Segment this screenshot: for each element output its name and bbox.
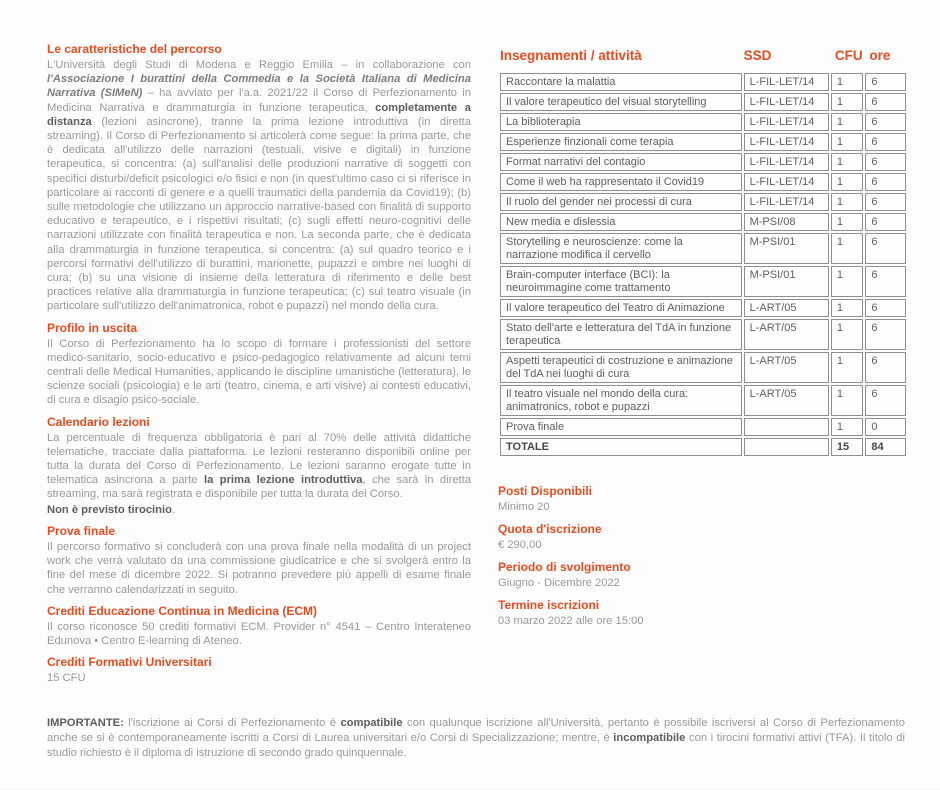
table-cell: L-ART/05 bbox=[744, 385, 829, 416]
table-cell: 6 bbox=[865, 319, 906, 350]
table-cell: TOTALE bbox=[500, 438, 742, 456]
table-row bbox=[500, 93, 906, 111]
table-cell: L-FIL-LET/14 bbox=[744, 193, 829, 211]
table-cell: Esperienze finzionali come terapia bbox=[500, 133, 742, 151]
table-cell: 6 bbox=[865, 213, 906, 231]
table-cell: Il ruolo del gender nei processi di cura bbox=[500, 193, 742, 211]
text-segment: compatibile bbox=[340, 717, 403, 730]
text-segment: Il Corso di Perfezionamento ha lo scopo di formare i professionisti del settore medico-sanitario, socio-educativo e psico-pedagogico relativamente ad alcuni temi centrali delle Medical Humanities, applicando le discipline umanistiche (letteratura), le scienze sociali (psicologia) e le arti (teatro, cinema, e arti visive) ai contesti educativi, di cura e disagio psico-sociale. bbox=[47, 337, 471, 407]
text-segment: completamente a distanza bbox=[47, 101, 471, 128]
text-segment: (lezioni asincrone), tranne la prima lezione introduttiva (in diretta streaming). Il Corso di Perfezionamento si articolerà come segue: la prima parte, che è dedicata all'utilizzo delle narrazioni (testuali, visive e digitali) in funzione terapeutica, si concentra: (a) sull'analisi delle produzioni narrative di soggetti con specifici disturbi/deficit psicologici e/o fisici e non (in quest'ultimo caso ci si riferisce in particolare ai racconti di genere e a quelli traumatici della pandemia da Covid19); (b) sulle metodologie che utilizzano un approccio narrative-based con finalità di supporto educativo e terapeutico, e i rispettivi risultati; (c) sugli effetti neuro-cognitivi delle narrazioni utilizzate con finalità terapeutica e non. La seconda parte, che è dedicata alla drammaturgia in funzione terapeutica, si concentra: (a) sul quadro teorico e i percorsi formativi dell'utilizzo di burattini, marionette, pupazzi e ombre nei luoghi di cura; (b) su una visione di insieme della letteratura di riferimento e delle best practices relative alla drammaturgia in funzione terapeutica; (c) sul teatro visuale (in particolare sull'utilizzo dell'animatronica, robot e pupazzi) nel mondo della cura. bbox=[47, 115, 471, 313]
table-row bbox=[500, 385, 906, 416]
two-column-layout bbox=[47, 42, 908, 686]
table-cell: Il teatro visuale nel mondo della cura: animatronics, robot e pupazzi bbox=[500, 385, 742, 416]
table-cell: 1 bbox=[831, 385, 863, 416]
table-row bbox=[500, 113, 906, 131]
table-cell: La biblioterapia bbox=[500, 113, 742, 131]
section-paragraph bbox=[47, 58, 471, 314]
table-row bbox=[500, 299, 906, 317]
table-cell bbox=[744, 418, 829, 436]
info-value: Giugno - Dicembre 2022 bbox=[498, 577, 620, 589]
text-segment: IMPORTANTE: bbox=[47, 717, 124, 730]
section-heading: Le caratteristiche del percorso bbox=[47, 42, 222, 56]
table-cell: 15 bbox=[831, 438, 863, 456]
table-cell: 1 bbox=[831, 266, 863, 297]
table-row bbox=[500, 133, 906, 151]
table-cell: 1 bbox=[831, 93, 863, 111]
table-row bbox=[500, 438, 906, 456]
info-label: Periodo di svolgimento bbox=[498, 560, 631, 574]
text-segment: con i tirocini formativi attivi (TFA). Il titolo di studio richiesto è il diploma di istruzione di secondo grado quinquennale. bbox=[47, 731, 905, 759]
table-cell: L-ART/05 bbox=[744, 352, 829, 383]
right-column bbox=[498, 42, 908, 628]
section-paragraph bbox=[47, 337, 471, 408]
table-cell: 1 bbox=[831, 173, 863, 191]
table-cell: 1 bbox=[831, 319, 863, 350]
column-header-cfu: CFU bbox=[834, 48, 863, 63]
column-header-insegnamenti: Insegnamenti / attività bbox=[500, 48, 642, 63]
table-row bbox=[500, 73, 906, 91]
course-table-body bbox=[500, 73, 906, 456]
text-segment: l'Associazione I burattini della Commedia e la Società Italiana di Medicina Narrativa (SIMeN) bbox=[47, 73, 471, 100]
table-cell: 6 bbox=[865, 233, 906, 264]
table-cell: 6 bbox=[865, 385, 906, 416]
table-row bbox=[500, 153, 906, 171]
table-cell: Storytelling e neuroscienze: come la narrazione modifica il cervello bbox=[500, 233, 742, 264]
table-cell: M-PSI/01 bbox=[744, 233, 829, 264]
table-row bbox=[500, 233, 906, 264]
table-cell: 1 bbox=[831, 233, 863, 264]
table-row bbox=[500, 319, 906, 350]
text-segment: Il percorso formativo si concluderà con una prova finale nella modalità di un project work che verrà valutato da una commissione giudicatrice e che si svolgerà entro la fine del mese di dicembre 2022. Si potranno prevedere più appelli di esame finale che verranno calendarizzati in seguito. bbox=[47, 540, 471, 596]
section-paragraph bbox=[47, 431, 471, 502]
text-segment: La percentuale di frequenza obbligatoria è pari al 70% delle attività didattiche telematiche, tracciate dalla piattaforma. Le lezioni resteranno disponibili online per tutta la durata del Corso di Perfezionamento. Le lezioni saranno erogate tutte in telematica asincrona a parte bbox=[47, 431, 471, 487]
section-heading: Calendario lezioni bbox=[47, 414, 150, 429]
table-cell: 6 bbox=[865, 93, 906, 111]
text-segment: L'Università degli Studi di Modena e Reggio Emilia – in collaborazione con bbox=[47, 59, 471, 71]
table-row bbox=[500, 173, 906, 191]
table-cell: 1 bbox=[831, 113, 863, 131]
table-cell: 6 bbox=[865, 352, 906, 383]
info-label: Termine iscrizioni bbox=[498, 598, 600, 612]
text-segment: con qualunque iscrizione all'Università, pertanto è possibile iscriversi al Corso di Perfezionamento anche se si è contemporaneamente iscritti a Corsi di Laurea universitari e/o Corsi di Specializzazione; mentre, è bbox=[47, 717, 905, 744]
text-segment: incompatibile bbox=[613, 731, 686, 744]
text-segment: . bbox=[171, 503, 176, 516]
table-cell: 6 bbox=[865, 113, 906, 131]
text-segment: – ha avviato per l'a.a. 2021/22 il Corso di Perfezionamento in Medicina Narrativa e drammaturgia in funzione terapeutica, bbox=[47, 87, 471, 114]
text-segment: la prima lezione introduttiva bbox=[203, 474, 363, 487]
column-header-ore: ore bbox=[869, 48, 891, 63]
table-row bbox=[500, 418, 906, 436]
table-cell bbox=[744, 438, 829, 456]
table-row bbox=[500, 213, 906, 231]
table-cell: 84 bbox=[865, 438, 906, 456]
table-cell: Il valore terapeutico del Teatro di Animazione bbox=[500, 299, 742, 317]
info-value: € 290,00 bbox=[498, 539, 542, 551]
table-cell: 1 bbox=[831, 73, 863, 91]
info-label: Quota d'iscrizione bbox=[498, 522, 602, 536]
table-cell: Format narrativi del contagio bbox=[500, 153, 742, 171]
table-cell: Come il web ha rappresentato il Covid19 bbox=[500, 173, 742, 191]
text-segment: , che sarà in diretta streaming, ma sarà registrata e disponibile per tutta la durata del Corso. bbox=[47, 474, 471, 501]
table-cell: 0 bbox=[865, 418, 906, 436]
table-row bbox=[500, 193, 906, 211]
section-heading: Profilo in uscita bbox=[47, 320, 138, 335]
text-segment: Il corso riconosce 50 crediti formativi ECM. Provider n° 4541 – Centro Interateneo Edunova • Centro E-learning di Ateneo. bbox=[47, 620, 471, 647]
section-heading: Prova finale bbox=[47, 523, 116, 538]
table-cell: 1 bbox=[831, 213, 863, 231]
course-table bbox=[498, 46, 908, 458]
table-cell: L-FIL-LET/14 bbox=[744, 173, 829, 191]
info-list bbox=[498, 484, 908, 628]
table-cell: 6 bbox=[865, 173, 906, 191]
table-cell: L-ART/05 bbox=[744, 299, 829, 317]
table-cell: 1 bbox=[831, 153, 863, 171]
section-paragraph bbox=[47, 540, 471, 597]
table-cell: 1 bbox=[831, 133, 863, 151]
table-cell: 6 bbox=[865, 266, 906, 297]
table-cell: 1 bbox=[831, 193, 863, 211]
important-note bbox=[47, 716, 905, 760]
table-cell: M-PSI/01 bbox=[744, 266, 829, 297]
table-cell: Stato dell'arte e letteratura del TdA in funzione terapeutica bbox=[500, 319, 742, 350]
section-heading: Crediti Educazione Continua in Medicina (ECM) bbox=[47, 603, 318, 618]
text-segment: l'iscrizione ai Corsi di Perfezionamento è bbox=[123, 717, 341, 730]
table-row bbox=[500, 352, 906, 383]
table-row bbox=[500, 266, 906, 297]
course-table-header bbox=[500, 48, 906, 71]
info-label: Posti Disponibili bbox=[498, 484, 593, 498]
table-cell: 1 bbox=[831, 352, 863, 383]
table-cell: Aspetti terapeutici di costruzione e animazione del TdA nei luoghi di cura bbox=[500, 352, 742, 383]
table-cell: 1 bbox=[831, 299, 863, 317]
section-paragraph bbox=[47, 620, 471, 648]
table-cell: L-FIL-LET/14 bbox=[744, 93, 829, 111]
column-header-ssd: SSD bbox=[743, 48, 772, 63]
table-cell: 6 bbox=[865, 73, 906, 91]
table-cell: Prova finale bbox=[500, 418, 742, 436]
section-heading: Crediti Formativi Universitari bbox=[47, 655, 212, 670]
table-cell: L-ART/05 bbox=[744, 319, 829, 350]
table-cell: M-PSI/08 bbox=[744, 213, 829, 231]
table-cell: Brain-computer interface (BCI): la neuroimmagine come trattamento bbox=[500, 266, 742, 297]
table-cell: 6 bbox=[865, 193, 906, 211]
section-paragraph bbox=[47, 671, 471, 685]
table-cell: 6 bbox=[865, 133, 906, 151]
info-value: Minimo 20 bbox=[498, 501, 550, 513]
section-paragraph bbox=[47, 503, 471, 517]
text-segment: Non è previsto tirocinio bbox=[47, 503, 172, 516]
table-cell: Il valore terapeutico del visual storytelling bbox=[500, 93, 742, 111]
table-cell: Raccontare la malattia bbox=[500, 73, 742, 91]
table-cell: L-FIL-LET/14 bbox=[744, 153, 829, 171]
table-cell: 6 bbox=[865, 299, 906, 317]
table-cell: L-FIL-LET/14 bbox=[744, 133, 829, 151]
table-cell: L-FIL-LET/14 bbox=[744, 113, 829, 131]
table-cell: 1 bbox=[831, 418, 863, 436]
table-cell: L-FIL-LET/14 bbox=[744, 73, 829, 91]
info-value: 03 marzo 2022 alle ore 15:00 bbox=[498, 615, 644, 627]
left-column bbox=[47, 42, 471, 686]
table-cell: 6 bbox=[865, 153, 906, 171]
text-segment: 15 CFU bbox=[47, 672, 86, 685]
table-cell: New media e dislessia bbox=[500, 213, 742, 231]
